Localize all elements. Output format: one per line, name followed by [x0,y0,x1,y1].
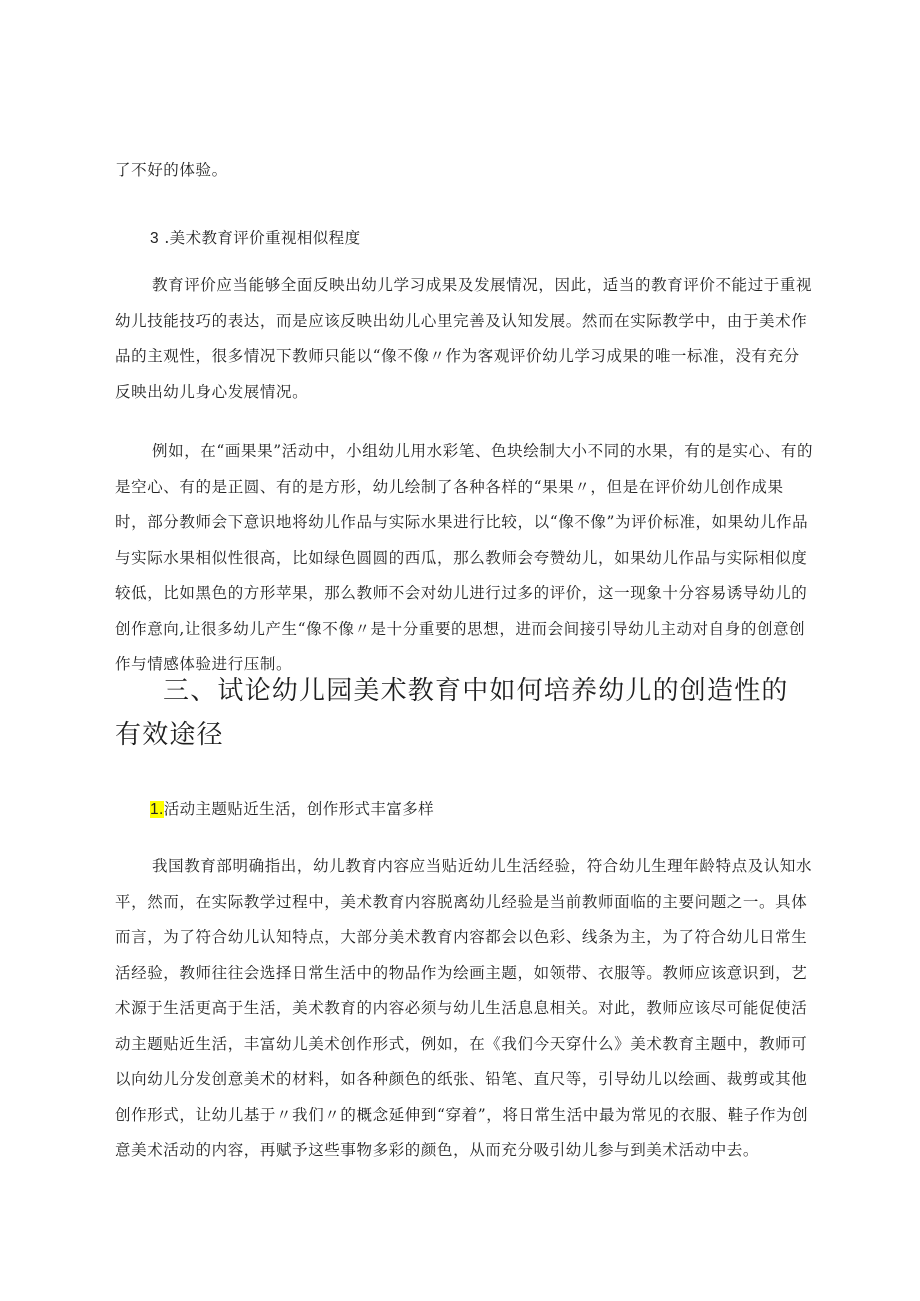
subsection-3-title: .美术教育评价重视相似程度 [164,229,361,247]
subsection-1-heading [150,797,920,822]
continuation-text: 了不好的体验。 [115,161,228,179]
paragraph-example: 例如，在“画果果”活动中，小组幼儿用水彩笔、色块绘制大小不同的水果，有的是实心、有的是空心、有的是正圆、有的是方形，幼儿绘制了各种各样的“果果〃，但是在评价幼儿创作成果时，部分教师会下意识地将幼儿作品与实际水果进行比较，以“像不像”为评价标准，如果幼儿作品与实际水果相似性很高，比如绿色圆圆的西瓜，那么教师会夸赞幼儿，如果幼儿作品与实际相似度较低，比如黑色的方形苹果，那么教师不会对幼儿进行过多的评价，这一现象十分容易诱导幼儿的创作意向,让很多幼儿产生“像不像〃是十分重要的思想，进而会间接引导幼儿主动对自身的创意创作与情感体验进行压制。 [115,442,814,673]
subsection-1-title: 活动主题贴近生活，创作形式丰富多样 [163,800,435,818]
subsection-3-heading [150,226,920,251]
subsection-1-number: 1. [150,801,164,818]
paragraph-evaluation: 教育评价应当能够全面反映出幼儿学习成果及发展情况，因此，适当的教育评价不能过于重视幼儿技能技巧的表达，而是应该反映出幼儿心里完善及认知发展。然而在实际教学中，由于美术作品的主观性，很多情况下教师只能以“像不像〃作为客观评价幼儿学习成果的唯一标准，没有充分反映出幼儿身心发展情况。 [115,276,813,401]
section-3-heading: 三、试论幼儿园美术教育中如何培养幼儿的创造性的有效途径 [115,676,789,750]
subsection-3-number: 3 [150,230,160,247]
paragraph-life-theme: 我国教育部明确指出，幼儿教育内容应当贴近幼儿生活经验，符合幼儿生理年龄特点及认知水平，然而，在实际教学过程中，美术教育内容脱离幼儿经验是当前教师面临的主要问题之一。具体而言，为了符合幼儿认知特点，大部分美术教育内容都会以色彩、线条为主，为了符合幼儿日常生活经验，教师往往会选择日常生活中的物品作为绘画主题，如领带、衣服等。教师应该意识到，艺术源于生活更高于生活，美术教育的内容必须与幼儿生活息息相关。对此，教师应该尽可能促使活动主题贴近生活，丰富幼儿美术创作形式，例如，在《我们今天穿什么》美术教育主题中，教师可以向幼儿分发创意美术的材料，如各种颜色的纸张、铅笔、直尺等，引导幼儿以绘画、裁剪或其他创作形式，让幼儿基于〃我们〃的概念延伸到“穿着”，将日常生活中最为常见的衣服、鞋子作为创意美术活动的内容，再赋予这些事物多彩的颜色，从而充分吸引幼儿参与到美术活动中去。 [115,857,813,1159]
